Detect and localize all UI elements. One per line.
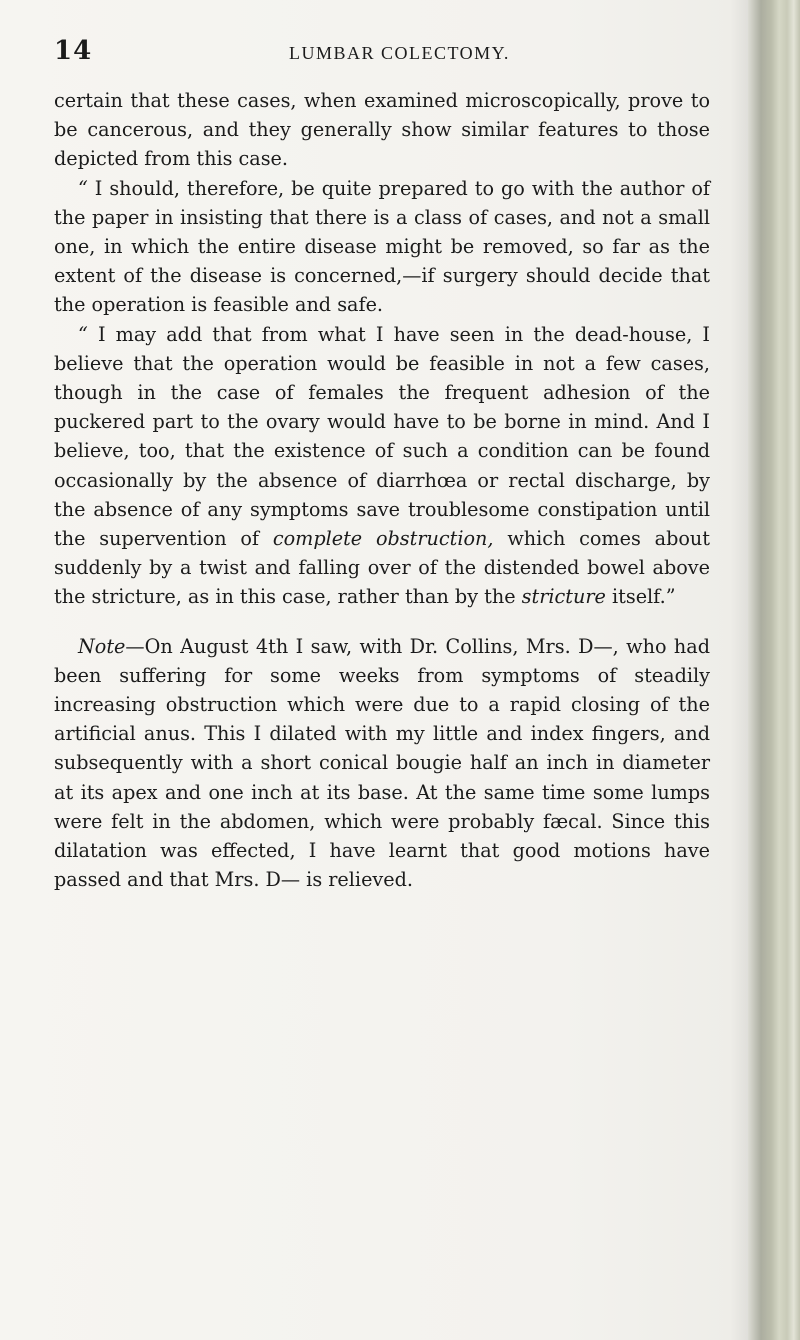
gutter-shadow: [730, 0, 748, 1340]
open-quote-mark: “: [78, 322, 88, 346]
page-number: 14: [54, 36, 93, 66]
italic-complete-obstruction: complete obstruction,: [272, 527, 494, 551]
paragraph-quote-1: [54, 174, 710, 320]
open-quote-mark: “: [78, 176, 88, 200]
body-text: [54, 86, 710, 894]
paragraph-3-text-c: itself.”: [612, 585, 676, 609]
book-spine-edge: [748, 0, 800, 1340]
running-title: LUMBAR COLECTOMY.: [289, 43, 510, 63]
note-label: Note: [78, 634, 126, 658]
paragraph-3-text-b: which comes about suddenly by a twist and falling over of the distended bowel above the stricture, as in this case, rather than by the: [54, 527, 710, 609]
paragraph-quote-2: [54, 320, 710, 612]
paragraph-1-text: certain that these cases, when examined microscopically, prove to be cancerous, and they generally show similar features to those depicted from this case.: [54, 89, 710, 171]
italic-stricture: stricture: [521, 585, 606, 609]
paragraph-3-text-a: I may add that from what I have seen in the dead-house, I believe that the operation would be feasible in not a few cases, though in the case of females the frequent adhesion of the puckered part to the ovary would have to be borne in mind. And I believe, too, that the existence of such a condition can be found occasionally by the absence of diarrhœa or rectal discharge, by the absence of any symptoms save troublesome constipation until the supervention of: [54, 322, 710, 551]
paragraph-continuation: [54, 86, 710, 174]
note-paragraph: [54, 632, 710, 895]
paragraph-2-text: I should, therefore, be quite prepared to go with the author of the paper in insisting that there is a class of cases, and not a small one, in which the entire disease might be removed, so far as the extent of the disease is concerned,—if surgery should decide that the operation is feasible and safe.: [54, 176, 710, 317]
running-head: [54, 36, 754, 64]
note-text: —On August 4th I saw, with Dr. Collins, Mrs. D—, who had been suffering for some weeks from symptoms of steadily increasing obstruction which were due to a rapid closing of the artificial anus. This I dilated with my little and index fingers, and subsequently with a short conical bougie half an inch in diameter at its apex and one inch at its base. At the same time some lumps were felt in the abdomen, which were probably fæcal. Since this dilatation was effected, I have learnt that good motions have passed and that Mrs. D— is relieved.: [54, 634, 710, 892]
